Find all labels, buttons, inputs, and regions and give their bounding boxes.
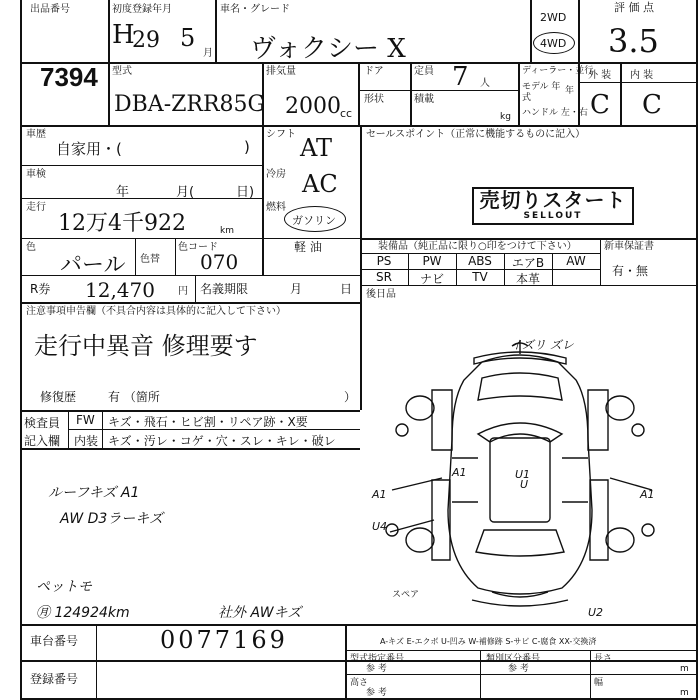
inspection-year: 年 — [116, 185, 130, 200]
sales-label: セールスポイント（正常に機能するものに記入） — [366, 129, 586, 140]
vehicle-number-label: 車台番号 — [30, 634, 79, 648]
use-value: 自家用・( — [56, 140, 122, 158]
reg-year: 29 — [132, 28, 160, 53]
sellout-badge — [472, 187, 634, 225]
inspector-note-1: ルーフキズ A1 — [48, 485, 140, 501]
inspector-label-2: 記入欄 — [24, 434, 61, 448]
exterior-value: C — [590, 90, 610, 120]
wheel-front-right — [606, 396, 634, 420]
mileage-label: 走行 — [26, 202, 46, 213]
car-name-label: 車名・グレード — [220, 4, 290, 15]
color-code-label: 色コード — [178, 242, 218, 253]
car-name: ヴォクシー X — [250, 34, 406, 64]
equip-sr: SR — [376, 270, 392, 284]
use-label: 車歴 — [26, 129, 46, 140]
width-unit: m — [680, 688, 689, 698]
drive-4wd: 4WD — [540, 37, 567, 50]
interior-row-label: 内装 — [74, 434, 99, 448]
vehicle-number: 0077169 — [160, 626, 288, 654]
damage-mark-u-inner: U — [520, 478, 529, 491]
shape-label: 形状 — [364, 94, 384, 105]
damage-mark-a1-mid: A1 — [372, 488, 387, 501]
ac-label: 冷房 — [266, 169, 286, 180]
notice-value: 走行中異音 修理要す — [34, 332, 258, 360]
inspection-label: 車検 — [26, 169, 46, 180]
inspector-label-1: 検査員 — [24, 416, 61, 430]
equip-ps: PS — [376, 254, 392, 268]
fuel-gas: ガソリン — [292, 214, 336, 227]
model-year-label: モデル 年式 — [522, 82, 561, 103]
dealer-label: ディーラー・並行 — [522, 66, 594, 76]
fw-text: キズ・飛石・ヒビ割・リペア跡・X要 — [108, 415, 308, 429]
capacity-value: 7 — [452, 62, 469, 92]
sellout-badge-sub: SELLOUT — [523, 211, 583, 221]
month-unit: 月 — [203, 48, 213, 59]
equip-airbag: エアB — [511, 256, 545, 270]
height-ref: 参 考 — [366, 688, 387, 698]
length-label: 長さ — [594, 654, 613, 664]
fuel-gas-circle — [284, 206, 346, 232]
inspection-day: 日) — [236, 185, 255, 200]
repair-label: 修復歴 — [40, 390, 77, 404]
interior-label: 内 装 — [630, 70, 654, 81]
notice-label: 注意事項申告欄（不具合内容は具体的に記入して下さい） — [26, 306, 286, 317]
wheel-front-left — [406, 396, 434, 420]
inspector-note-3: ペットモ — [36, 579, 92, 595]
lot-label: 出品番号 — [30, 4, 70, 15]
repair-value: 有 （箇所 — [108, 390, 160, 404]
drive-4wd-circle — [533, 32, 575, 54]
door-label: ドア — [364, 66, 384, 77]
drive-2wd: 2WD — [540, 11, 567, 24]
width-label: 幅 — [594, 678, 604, 688]
model-value: DBA-ZRR85G — [114, 92, 266, 117]
load-label: 積載 — [414, 94, 434, 105]
color-code-value: 070 — [200, 250, 239, 274]
aftermarket-label: 後日品 — [366, 289, 396, 300]
damage-legend: A-キズ E-エクボ U-凹み W-補修跡 S-サビ C-腐食 XX-交換済 — [380, 637, 597, 646]
inspector-note-5: 社外 AWキズ — [218, 605, 302, 621]
equip-abs: ABS — [468, 254, 492, 268]
fuel-diesel: 軽 油 — [294, 240, 322, 254]
damage-mark-u4: U4 — [372, 520, 388, 533]
category-ref: 参 考 — [508, 664, 529, 674]
fw-label: FW — [76, 413, 95, 427]
cc-unit: cc — [340, 107, 353, 120]
inspection-month: 月( — [176, 185, 195, 200]
damage-mark-a1-left: A1 — [452, 466, 467, 479]
interior-value: C — [642, 90, 662, 120]
expiry-label: 名義期限 — [200, 282, 249, 296]
category-label: 類別区分番号 — [486, 654, 541, 664]
shift-value: AT — [300, 134, 333, 162]
equip-pw: PW — [422, 254, 442, 268]
model-label: 型式 — [112, 66, 132, 77]
color-value: パール — [60, 253, 126, 278]
color-change-label: 色替 — [140, 254, 160, 265]
recycle-label: R券 — [30, 282, 51, 296]
expiry-month: 月 — [290, 282, 303, 296]
equip-tv: TV — [472, 270, 488, 284]
damage-mark-u2: U2 — [588, 606, 604, 619]
kg-unit: kg — [500, 112, 511, 122]
designated-label: 型式指定番号 — [350, 654, 405, 664]
designated-ref: 参 考 — [366, 664, 387, 674]
equip-navi: ナビ — [419, 272, 444, 286]
ac-value: AC — [302, 170, 338, 198]
fuel-label: 燃料 — [266, 202, 286, 213]
interior-row-text: キズ・汚レ・コゲ・穴・スレ・キレ・破レ — [108, 434, 336, 448]
expiry-day: 日 — [340, 282, 353, 296]
shift-label: シフト — [266, 129, 296, 140]
wheel-rear-left — [406, 528, 434, 552]
length-unit: m — [680, 664, 689, 674]
sellout-badge-main: 売切りスタート — [479, 188, 627, 212]
reg-date-label: 初度登録年月 — [112, 4, 172, 15]
equip-leather: 本革 — [515, 272, 540, 286]
exterior-label: 外 装 — [588, 70, 612, 81]
damage-mark-a1-right: A1 — [640, 488, 655, 501]
spare-label: スペア — [392, 590, 420, 600]
lot-number: 7394 — [40, 62, 98, 92]
equip-aw: AW — [566, 254, 586, 268]
diagram-top-note: イズリ ズレ — [510, 338, 574, 352]
recycle-value: 12,470 — [85, 278, 155, 302]
new-car-warranty-label: 新車保証書 — [604, 241, 654, 252]
capacity-unit: 人 — [480, 78, 490, 89]
yen-unit: 円 — [178, 286, 188, 297]
plate-label: 登録番号 — [30, 672, 79, 686]
wheel-rear-right — [606, 528, 634, 552]
color-label: 色 — [26, 242, 36, 253]
damage-mark-u1: U1 — [515, 468, 531, 481]
capacity-label: 定員 — [414, 66, 434, 77]
year-unit: 年 — [565, 86, 575, 96]
height-label: 高さ — [350, 678, 369, 688]
inspector-note-2: AW D3ラーキズ — [60, 511, 164, 527]
equipment-label: 装備品（純正品に限り○印をつけて下さい） — [378, 241, 577, 252]
new-car-warranty-value: 有・無 — [612, 264, 649, 278]
grade-value: 3.5 — [608, 22, 659, 60]
repair-close: ） — [344, 390, 357, 404]
grade-label: 評 価 点 — [614, 1, 654, 14]
km-unit: km — [220, 226, 234, 236]
use-close: ) — [244, 138, 250, 156]
mileage-value: 12万4千922 — [58, 211, 186, 236]
reg-era: H — [112, 20, 135, 50]
reg-month: 5 — [180, 24, 196, 52]
displacement-label: 排気量 — [266, 66, 296, 77]
handle-label: ハンドル 左・右 — [522, 108, 588, 118]
inspector-note-4: ㊊ 124924km — [36, 605, 130, 621]
displacement-value: 2000 — [285, 94, 341, 119]
